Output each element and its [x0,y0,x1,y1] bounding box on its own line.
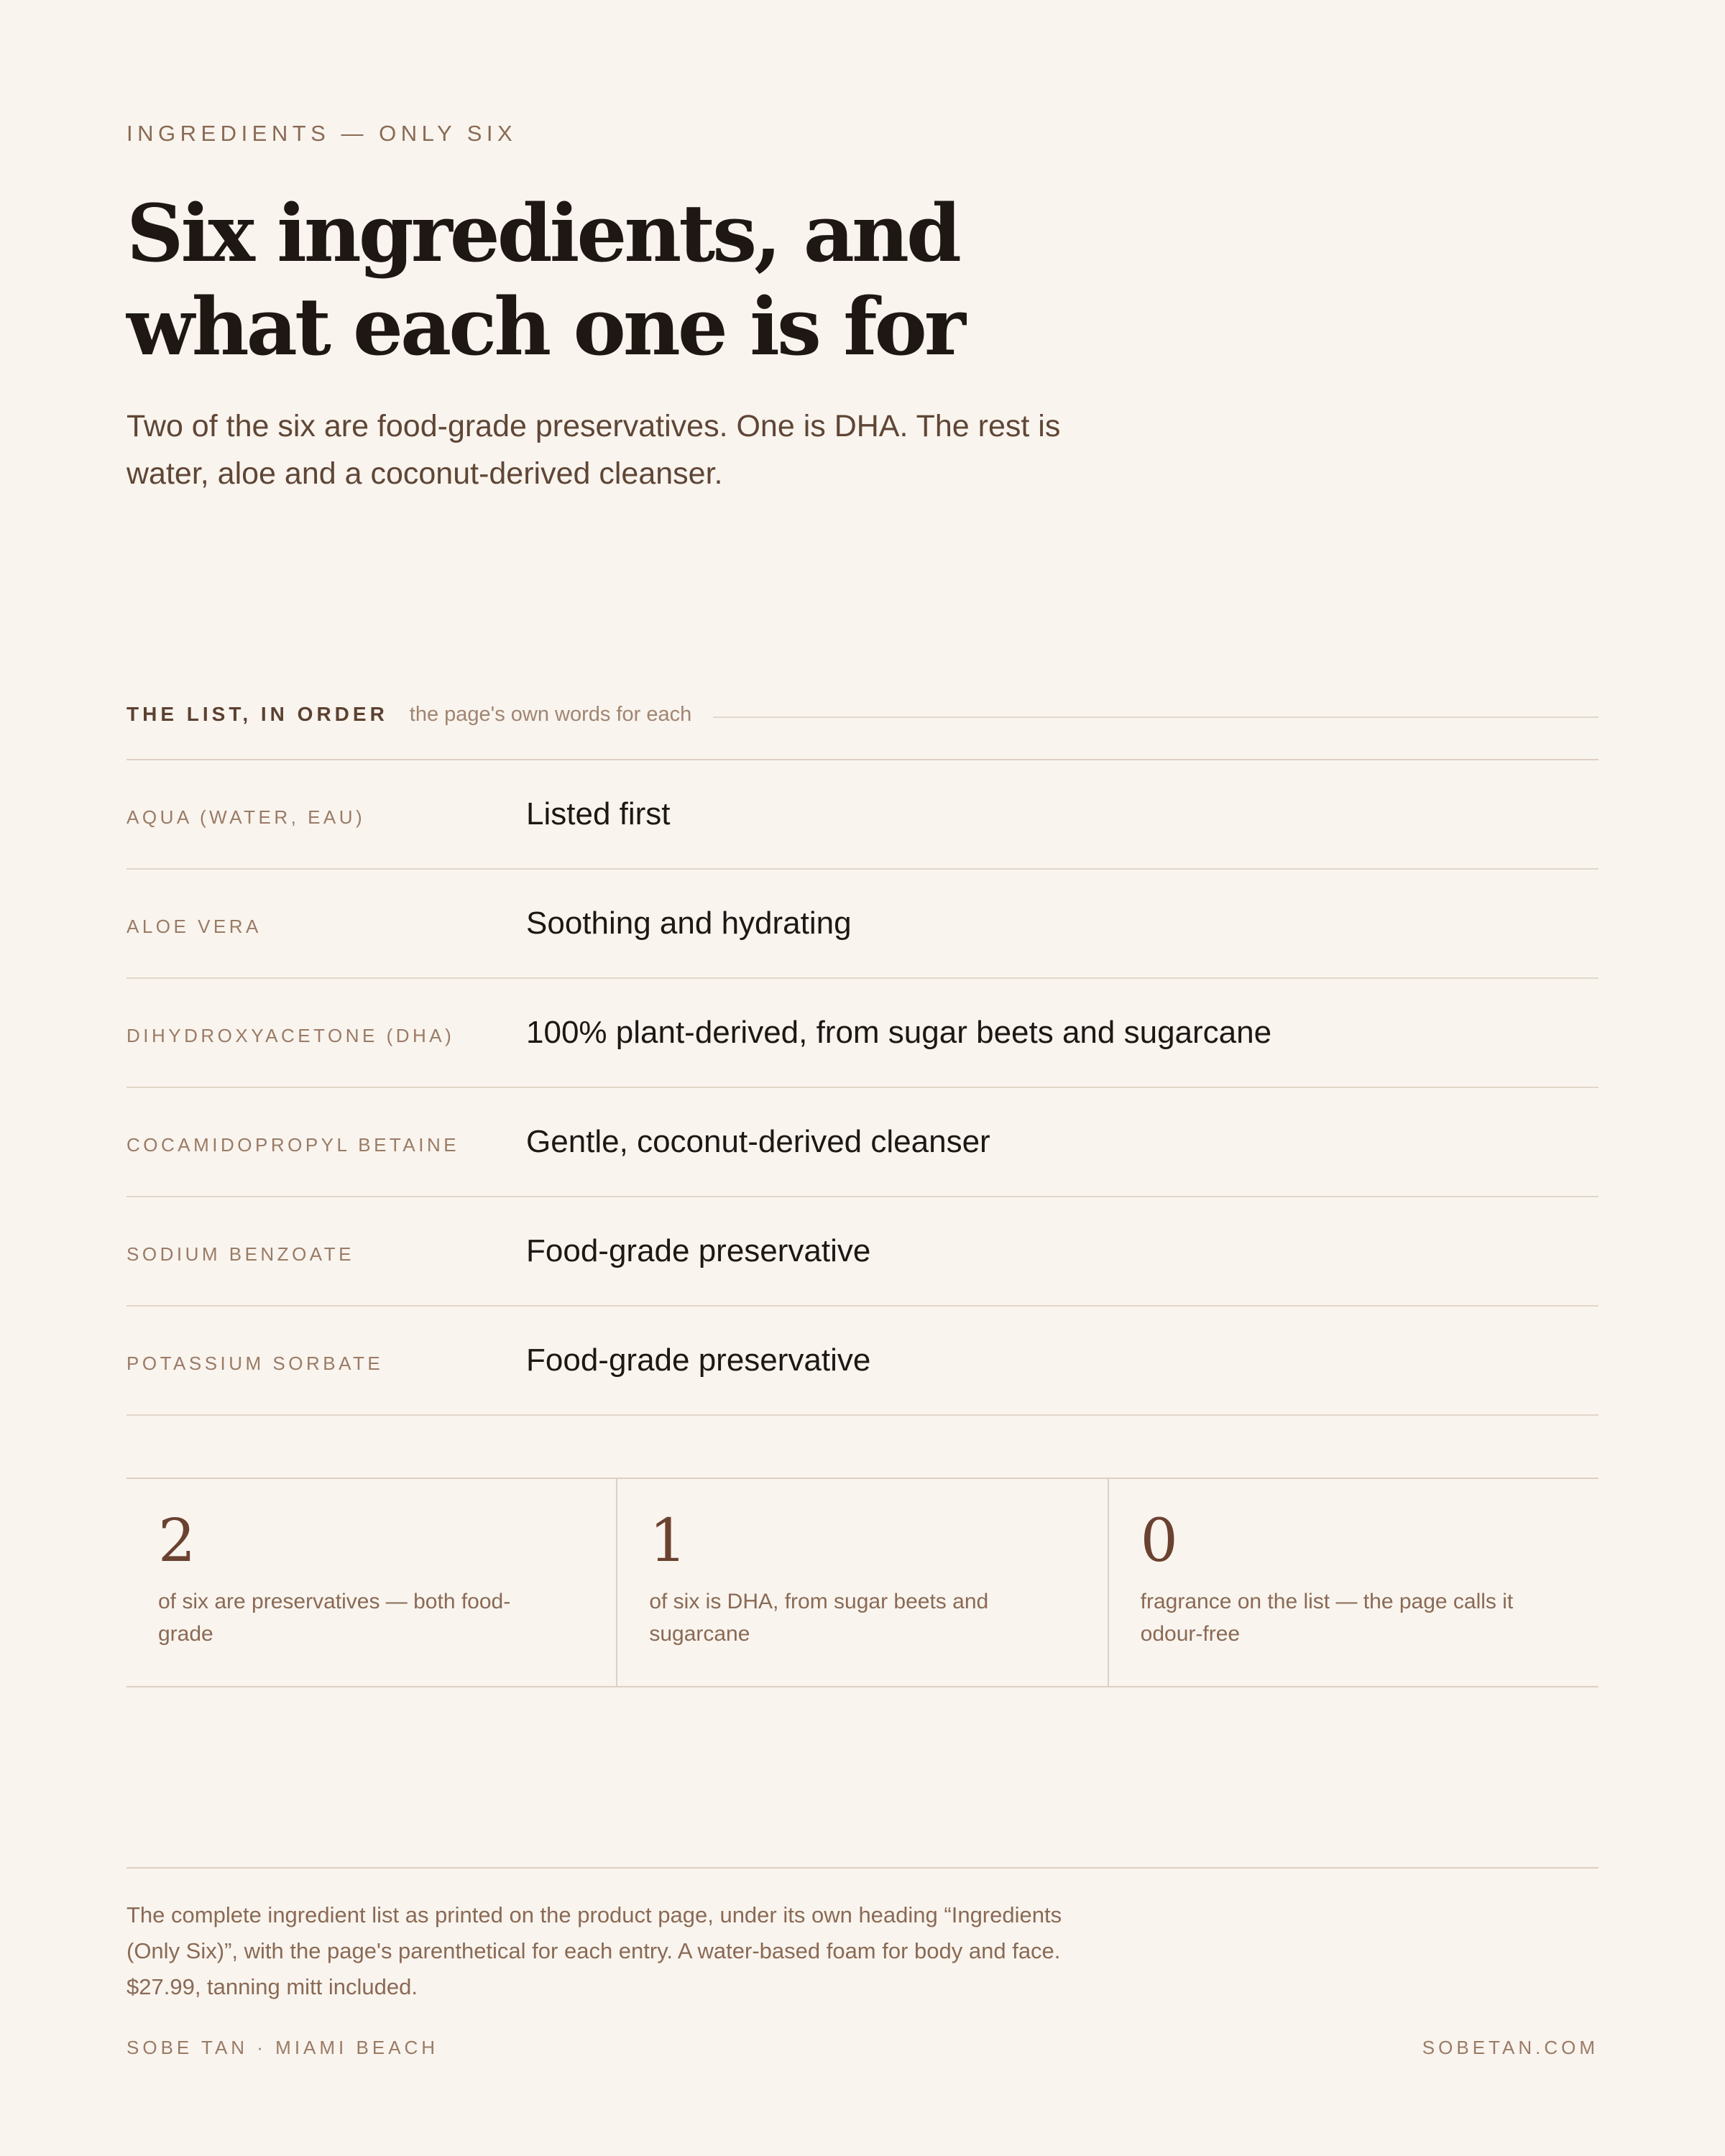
ingredient-name: COCAMIDOPROPYL BETAINE [126,1133,460,1156]
subtitle-line-2: water, aloe and a coconut-derived cleanser. [126,456,723,491]
ingredient-row [126,760,1598,870]
ingredient-name: ALOE VERA [126,915,262,937]
stat-caption [649,1585,1052,1650]
list-header-label: THE LIST, IN ORDER [126,703,388,725]
ingredient-row [126,979,1598,1088]
ingredient-description: Food-grade preservative [526,1342,871,1378]
ingredient-row [126,870,1598,979]
stat-caption-line-2: grade [158,1622,213,1646]
stat-number: 0 [1140,1507,1178,1575]
footer-note-line-1: The complete ingredient list as printed on the product page, under its own heading “Ingredients [126,1902,1062,1927]
title-line-2: what each one is for [126,280,963,373]
subtitle-line-1: Two of the six are food-grade preservatives. One is DHA. The rest is [126,409,1061,443]
stat-caption-line-1: of six is DHA, from sugar beets and [649,1590,989,1613]
ingredient-row [126,1088,1598,1197]
footer-note [126,1897,1248,2005]
ingredient-description: Food-grade preservative [526,1233,871,1268]
ingredient-row [126,1197,1598,1307]
stat-caption-line-1: fragrance on the list — the page calls it [1140,1590,1514,1613]
list-header-divider [713,717,1598,718]
footer-brand: SOBE TAN · MIAMI BEACH [126,2037,439,2058]
list-header [126,700,1598,729]
ingredient-description: Soothing and hydrating [526,906,852,941]
footer-site-link[interactable]: SOBETAN.COM [1422,2037,1598,2058]
footer-note-line-3: $27.99, tanning mitt included. [126,1974,418,1999]
stat-caption-line-1: of six are preservatives — both food- [158,1590,511,1613]
ingredient-description: Listed first [526,796,671,831]
stat-number: 1 [649,1507,687,1575]
stat-fragrance [1109,1479,1598,1686]
stat-number: 2 [158,1507,196,1575]
footer-divider [126,1867,1598,1869]
stat-caption [1141,1585,1543,1650]
section-eyebrow: INGREDIENTS — ONLY SIX [126,121,518,146]
title-line-1: Six ingredients, and [126,187,959,280]
stat-preservatives [126,1479,617,1686]
ingredients-page [126,0,1598,2156]
ingredient-name: POTASSIUM SORBATE [126,1352,384,1374]
ingredient-description: Gentle, coconut-derived cleanser [526,1124,990,1159]
page-subtitle [126,402,1248,497]
stat-dha [617,1479,1108,1686]
stats-panel [126,1478,1598,1687]
ingredient-description: 100% plant-derived, from sugar beets and sugarcane [526,1015,1272,1050]
ingredient-name: DIHYDROXYACETONE (DHA) [126,1024,455,1046]
list-header-note: the page's own words for each [409,702,692,726]
page-title [126,187,1061,374]
stat-caption [158,1585,561,1650]
ingredient-name: SODIUM BENZOATE [126,1243,354,1265]
footer-note-line-2: (Only Six)”, with the page's parenthetical for each entry. A water-based foam for body and face. [126,1938,1061,1963]
stat-caption-line-2: odour-free [1140,1622,1241,1646]
ingredient-name: AQUA (WATER, EAU) [126,806,366,828]
stat-caption-line-2: sugarcane [649,1622,750,1646]
ingredient-table [126,759,1598,1416]
ingredient-row [126,1307,1598,1416]
